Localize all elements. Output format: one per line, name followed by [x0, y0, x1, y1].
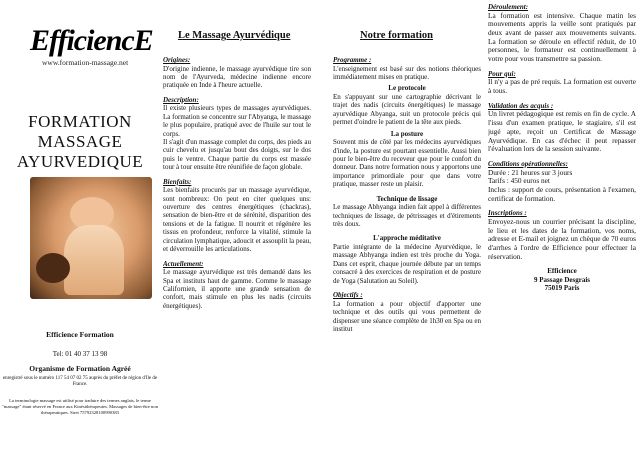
agreement-text: enregistré sous le numéro 117 54 07 02 75 auprès du préfet de région d'Ile de France.: [2, 376, 158, 388]
cover-panel: [0, 0, 160, 453]
title-line: FORMATION: [28, 112, 132, 131]
protocole-title: Le protocole: [388, 84, 426, 93]
title-line: MASSAGE: [37, 132, 123, 151]
inscriptions-label: Inscriptions :: [488, 209, 527, 218]
programme-label: Programme :: [333, 56, 372, 64]
protocole-text: En s'appuyant sur une cartographie décrivant le trajet des nadis (circuits énergétiques) le massage ayurvédique Abyanga, suit un protocole précis qui permet d'oindre le patient de la tête aux pieds.: [333, 93, 481, 127]
conditions-inclus: Inclus : support de cours, présentation à l'examen, certificat de formation.: [488, 184, 636, 203]
actuellement-label: Actuellement:: [163, 259, 204, 268]
org-name: Efficience Formation: [46, 330, 114, 339]
approche-title: L'approche méditative: [373, 234, 441, 243]
address-street: 9 Passage Desgrais: [534, 275, 590, 284]
technique-text: Le massage Abhyanga indien fait appel à différentes techniques de lissage, de pétrissages et d'étirements très doux.: [333, 203, 481, 229]
phone-number: Tel: 01 40 37 13 98: [52, 350, 108, 358]
inscriptions-text: Envoyez-nous un courrier précisant la discipline, le lieu et les dates de la formation, vos noms, adresse et E-mail et joignez un chèque de 70 euros d'arrhes à l'ordre de Efficience pour effectuer la réservation.: [488, 216, 636, 261]
legal-text: La terminologie massage est utilisé pour traduire des termes anglais, le terme "massage" étant réservé en France aux Kinésithérapeutes. Massages de bien-être non thérapeutiques. Siret 75792328100990383: [2, 398, 158, 415]
address-name: Efficience: [547, 267, 577, 276]
actuellement-text: Le massage ayurvédique est très demandé dans les Spa et instituts haut de gamme. Comme le massage Californien, il apporte une grande sensation de confort, mais stimule en plus les nadis (circuits énergétiques).: [163, 268, 311, 310]
validation-text: Un livret pédagogique est remis en fin de cycle. A l'issu d'un examen pratique, le stagiaire, s'il est jugé apte, reçoit un Certificat de Massage Ayurvédique. En cas d'échec il peut repasser l'évaluation lors de la session suivante.: [488, 109, 636, 154]
efficience-logo: EfficiencE: [30, 24, 153, 57]
programme-text: L'enseignement est basé sur des notions théoriques immédiatement mises en pratique.: [333, 64, 481, 81]
objectifs-text: La formation a pour objectif d'apporter une technique et des outils qui vous permettent de dispenser une séance complète de 1h30 en Spa ou en institut: [333, 299, 481, 333]
back-shape: [64, 225, 124, 295]
pourqui-text: Il n'y a pas de pré requis. La formation est ouverte à tous.: [488, 77, 636, 96]
validation-label: Validation des acquis :: [488, 101, 554, 110]
bienfaits-label: Bienfaits:: [163, 177, 192, 186]
address-city: 75019 Paris: [544, 284, 580, 293]
technique-title: Technique de lissage: [376, 194, 438, 203]
posture-title: La posture: [390, 129, 424, 138]
brochure-title: [0, 112, 160, 172]
hair-shape: [36, 253, 70, 283]
description-text-2: Il s'agit d'un massage complet du corps, des pieds au cuir chevelu et jusqu'au bout des doigts, sur le dos puis le ventre. Chaque partie du corps est massée tour à tour ensuite être réunifiée de façon globale.: [163, 138, 311, 172]
massage-photo: [30, 177, 152, 299]
approche-text: Partie intégrante de la médecine Ayurvédique, le massage Abhyanga indien est très proche du Yoga. Dans cet esprit, chaque journée débute par un temps consacré à des exercices de respiration et de posture de Yoga (Salutation au Soleil).: [333, 243, 481, 285]
massage-heading: Le Massage Ayurvédique: [178, 30, 291, 41]
conditions-tarif: Tarifs : 450 euros net: [488, 176, 550, 186]
massage-panel: [163, 0, 311, 453]
origines-text: D'origine indienne, le massage ayurvédique tire son nom de l'Ayurveda, médecine indienne encore pratiquée en Inde à l'heure actuelle.: [163, 64, 311, 90]
objectifs-label: Objectifs :: [333, 291, 363, 300]
origines-label: Origines:: [163, 56, 191, 64]
conditions-duree: Durée : 21 heures sur 3 jours: [488, 167, 573, 177]
deroulement-text: La formation est intensive. Chaque matin les mouvements appris la veille sont pratiqués par deux avant de passer aux mouvements suivants. La formation se déroule en effectif réduit, de 10 personnes, le formateur est continuellement à votre pour vous transmettre sa passion.: [488, 10, 636, 64]
website-url[interactable]: www.formation-massage.net: [42, 58, 129, 67]
description-text-1: Il existe plusieurs types de massages ayurvédiques. La formation se concentre sur l'Abyanga, le massage le plus populaire, pratiqué avec de l'huile sur tout le corps.: [163, 104, 311, 138]
formation-panel: [333, 0, 481, 453]
conditions-label: Conditions opérationnelles:: [488, 159, 568, 168]
formation-heading: Notre formation: [360, 30, 433, 41]
pourqui-label: Pour qui:: [488, 69, 516, 78]
title-line: AYURVEDIQUE: [16, 152, 144, 171]
deroulement-label: Déroulement:: [488, 3, 529, 11]
agreement-title: Organisme de Formation Agréé: [29, 364, 131, 373]
posture-text: Souvent mis de côté par les médecins ayurvédiques d'inde, la posture est pourtant essentielle. Aussi bien pour le bien-être du receveur que pour le confort du donneur. Dans notre formation nous y apportons une importance primordiale pour que dans votre pratique, masser reste un plaisir.: [333, 138, 481, 189]
bienfaits-text: Les bienfaits procurés par un massage ayurvédique, sont nombreux: On peut en citer quelques uns: ouverture des centres énergétiques (chackras), sensation de bien-être et de sérénité, disparition des tensions et de la fatigue. Il nourrit et régénère les tissus en profondeur, renforce la vitalité, stimule la circulation lymphatique, adoucit et assouplit la peau, et déverrouille les articulations.: [163, 186, 311, 254]
description-label: Description:: [163, 95, 199, 104]
details-panel: [488, 0, 636, 453]
